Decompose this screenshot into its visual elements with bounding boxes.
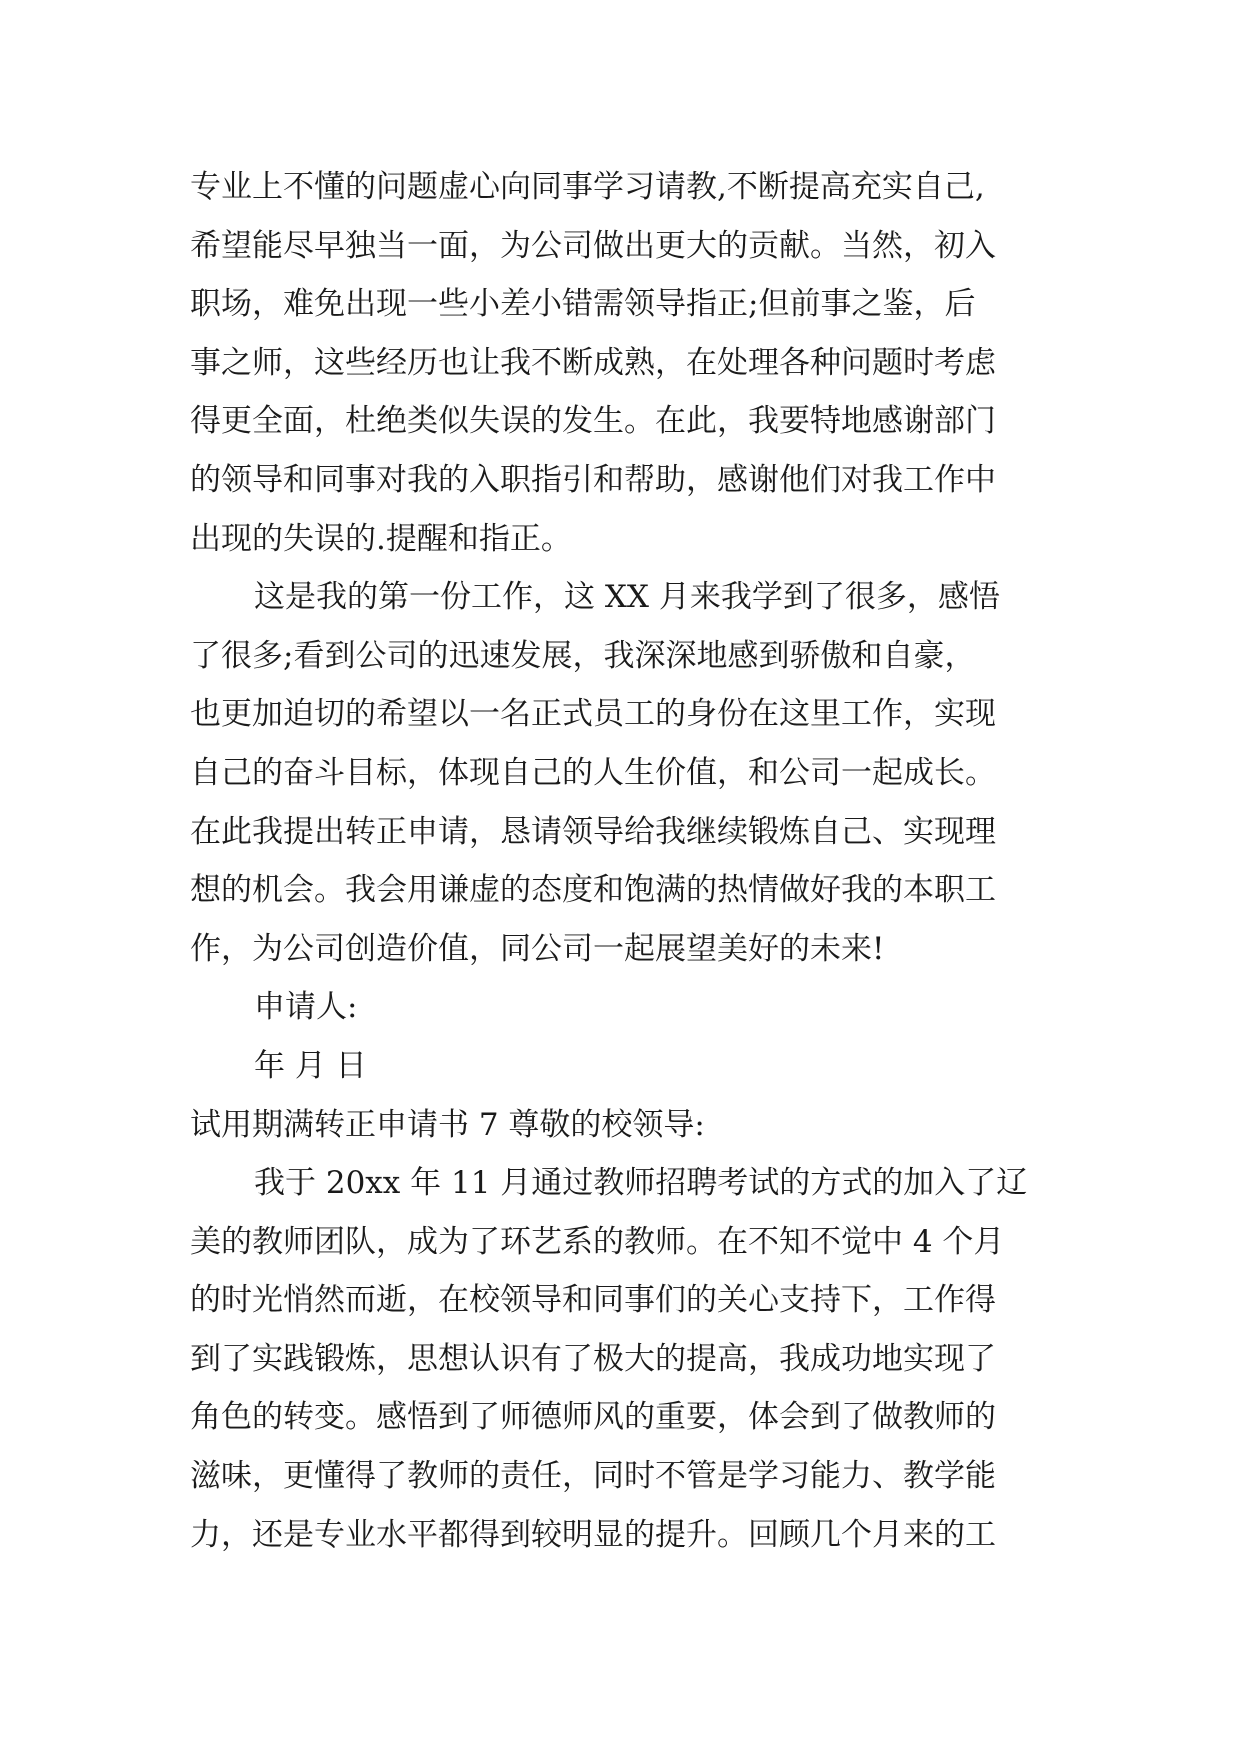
text-line: 出现的失误的.提醒和指正。	[190, 520, 572, 557]
text-line: 的领导和同事对我的入职指引和帮助，感谢他们对我工作中	[190, 461, 996, 498]
text-line: 的时光悄然而逝，在校领导和同事们的关心支持下，工作得	[190, 1282, 996, 1319]
text-line: 也更加迫切的希望以一名正式员工的身份在这里工作，实现	[190, 696, 996, 733]
text-line: 年 月 日	[254, 1047, 367, 1084]
text-line: 想的机会。我会用谦虚的态度和饱满的热情做好我的本职工	[190, 872, 996, 909]
text-line: 到了实践锻炼，思想认识有了极大的提高，我成功地实现了	[190, 1340, 996, 1377]
text-line: 美的教师团队，成为了环艺系的教师。在不知不觉中 4 个月	[190, 1223, 1005, 1260]
text-line: 职场，难免出现一些小差小错需领导指正;但前事之鉴，后	[190, 286, 976, 323]
text-line: 在此我提出转正申请，恳请领导给我继续锻炼自己、实现理	[190, 813, 996, 850]
document-body	[190, 158, 1090, 1564]
text-line: 这是我的第一份工作，这 XX 月来我学到了很多，感悟	[254, 579, 1000, 616]
text-line: 自己的奋斗目标，体现自己的人生价值，和公司一起成长。	[190, 754, 996, 791]
text-line: 申请人:	[254, 989, 358, 1026]
text-line: 作，为公司创造价值，同公司一起展望美好的未来!	[190, 930, 885, 967]
text-line: 得更全面，杜绝类似失误的发生。在此，我要特地感谢部门	[190, 403, 996, 440]
text-line: 力，还是专业水平都得到较明显的提升。回顾几个月来的工	[190, 1516, 996, 1553]
text-line: 我于 20xx 年 11 月通过教师招聘考试的方式的加入了辽	[254, 1165, 1028, 1202]
text-line: 专业上不懂的问题虚心向同事学习请教,不断提高充实自己,	[190, 169, 985, 205]
text-line: 了很多;看到公司的迅速发展，我深深地感到骄傲和自豪，	[190, 637, 976, 674]
text-line: 希望能尽早独当一面，为公司做出更大的贡献。当然，初入	[190, 227, 996, 264]
text-line: 试用期满转正申请书 7 尊敬的校领导:	[190, 1106, 705, 1143]
text-line: 滋味，更懂得了教师的责任，同时不管是学习能力、教学能	[190, 1458, 996, 1495]
text-line: 角色的转变。感悟到了师德师风的重要，体会到了做教师的	[190, 1399, 996, 1436]
text-line: 事之师，这些经历也让我不断成熟，在处理各种问题时考虑	[190, 344, 996, 381]
